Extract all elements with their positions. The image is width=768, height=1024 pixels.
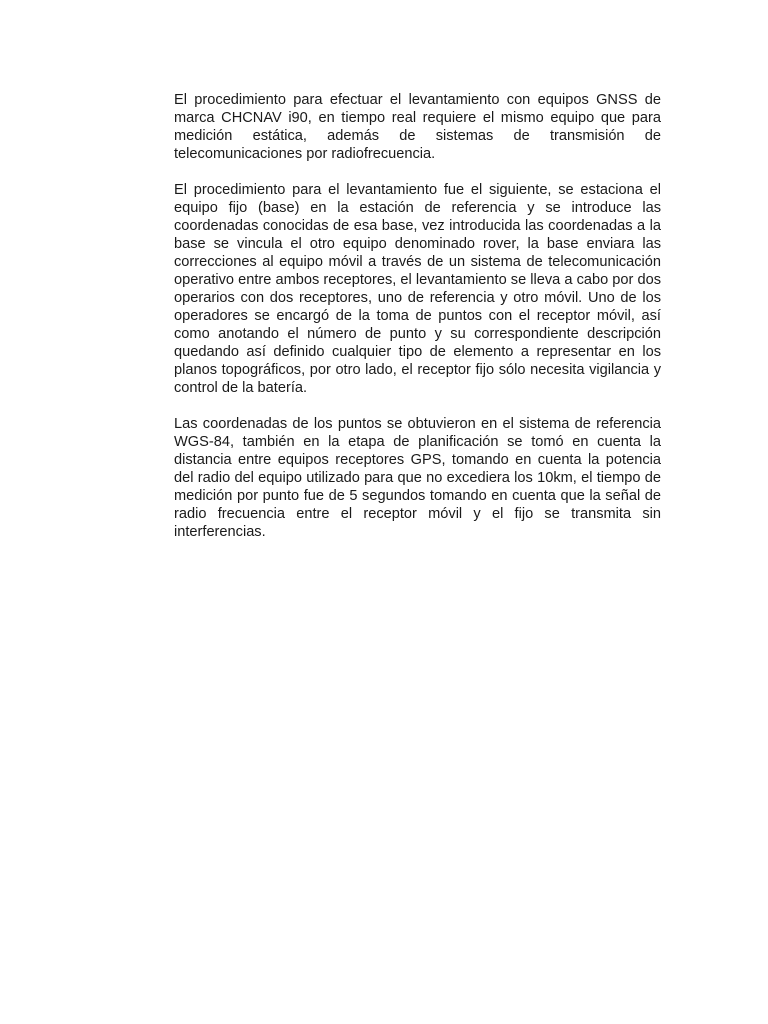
paragraph-3: Las coordenadas de los puntos se obtuvieron en el sistema de referencia WGS-84, también en la etapa de planificación se tomó en cuenta la distancia entre equipos receptores GPS, tomando en cuenta la potencia del radio del equipo utilizado para que no excediera los 10km, el tiempo de medición por punto fue de 5 segundos tomando en cuenta que la señal de radio frecuencia entre el receptor móvil y el fijo se transmita sin interferencias. [174, 416, 661, 540]
paragraph-2: El procedimiento para el levantamiento fue el siguiente, se estaciona el equipo fijo (base) en la estación de referencia y se introduce las coordenadas conocidas de esa base, vez introducida las coordenadas a la base se vincula el otro equipo denominado rover, la base enviara las correcciones al equipo móvil a través de un sistema de telecomunicación operativo entre ambos receptores, el levantamiento se lleva a cabo por dos operarios con dos receptores, uno de referencia y otro móvil. Uno de los operadores se encargó de la toma de puntos con el receptor móvil, así como anotando el número de punto y su correspondiente descripción quedando así definido cualquier tipo de elemento a representar en los planos topográficos, por otro lado, el receptor fijo sólo necesita vigilancia y control de la batería. [174, 182, 661, 396]
paragraph-1: El procedimiento para efectuar el levantamiento con equipos GNSS de marca CHCNAV i90, en tiempo real requiere el mismo equipo que para medición estática, además de sistemas de transmisión de telecomunicaciones por radiofrecuencia. [174, 92, 661, 162]
document-body [174, 91, 661, 559]
